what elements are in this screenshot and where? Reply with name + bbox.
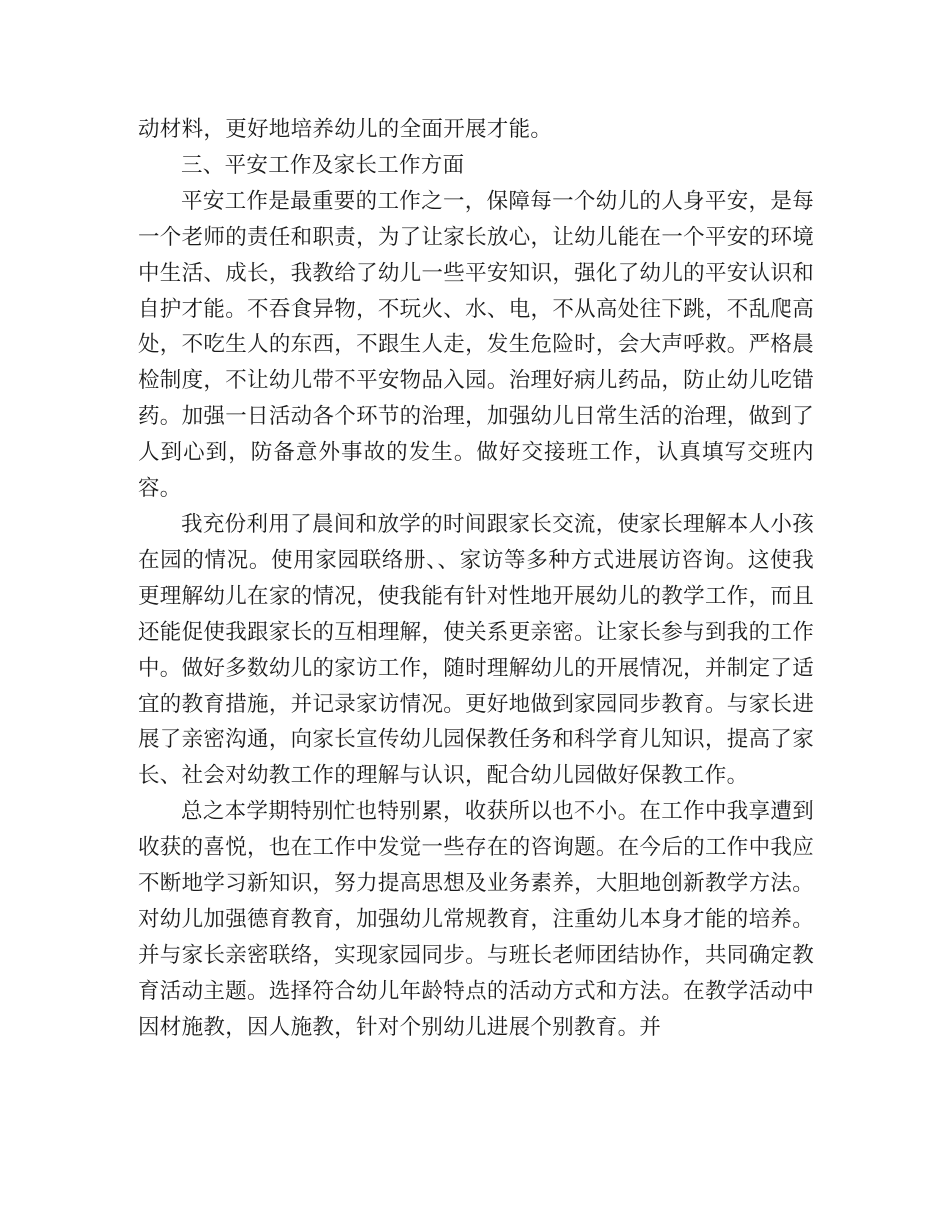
paragraph-safety-work: 平安工作是最重要的工作之一，保障每一个幼儿的人身平安，是每一个老师的责任和职责，为了让家长放心，让幼儿能在一个平安的环境中生活、成长，我教给了幼儿一些平安知识，强化了幼儿的平安认识和自护才能。不吞食异物，不玩火、水、电，不从高处往下跳，不乱爬高处，不吃生人的东西，不跟生人走，发生危险时，会大声呼救。严格晨检制度，不让幼儿带不平安物品入园。治理好病儿药品，防止幼儿吃错药。加强一日活动各个环节的治理，加强幼儿日常生活的治理，做到了人到心到，防备意外事故的发生。做好交接班工作，认真填写交班内容。 [138,188,814,502]
section-heading: 三、平安工作及家长工作方面 [181,152,465,178]
document-page [138,112,814,1046]
paragraph-parent-work: 我充份利用了晨间和放学的时间跟家长交流，使家长理解本人小孩在园的情况。使用家园联络册、、家访等多种方式进展访咨询。这使我更理解幼儿在家的情况，使我能有针对性地开展幼儿的教学工作，而且还能促使我跟家长的互相理解，使关系更亲密。让家长参与到我的工作中。做好多数幼儿的家访工作，随时理解幼儿的开展情况，并制定了适宜的教育措施，并记录家访情况。更好地做到家园同步教育。与家长进展了亲密沟通，向家长宣传幼儿园保教任务和科学育儿知识，提高了家长、社会对幼教工作的理解与认识，配合幼儿园做好保教工作。 [138,511,814,789]
paragraph-summary: 总之本学期特别忙也特别累，收获所以也不小。在工作中我享遭到收获的喜悦，也在工作中发觉一些存在的咨询题。在今后的工作中我应不断地学习新知识，努力提高思想及业务素养，大胆地创新教学方法。对幼儿加强德育教育，加强幼儿常规教育，注重幼儿本身才能的培养。并与家长亲密联络，实现家园同步。与班长老师团结协作，共同确定教育活动主题。选择符合幼儿年龄特点的活动方式和方法。在教学活动中因材施教，因人施教，针对个别幼儿进展个别教育。并 [138,799,814,1040]
paragraph-continuation: 动材料，更好地培养幼儿的全面开展才能。 [138,117,553,142]
